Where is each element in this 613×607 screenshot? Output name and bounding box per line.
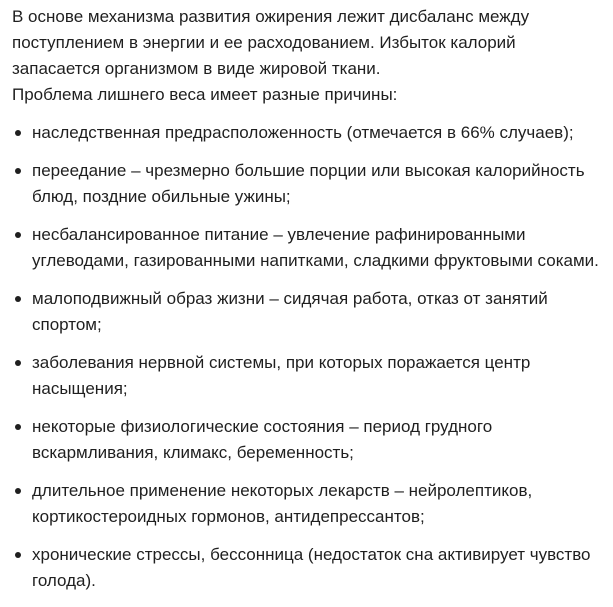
list-item: длительное применение некоторых лекарств – нейролептиков, кортикостероидных гормонов, антидепрессантов; — [12, 478, 601, 530]
list-item: заболевания нервной системы, при которых поражается центр насыщения; — [12, 350, 601, 402]
intro-section — [12, 4, 601, 108]
list-item: некоторые физиологические состояния – период грудного вскармливания, климакс, беременность; — [12, 414, 601, 466]
causes-lead: Проблема лишнего веса имеет разные причины: — [12, 85, 398, 104]
list-item: малоподвижный образ жизни – сидячая работа, отказ от занятий спортом; — [12, 286, 601, 338]
causes-list — [12, 120, 601, 594]
list-item: переедание – чрезмерно большие порции или высокая калорийность блюд, поздние обильные ужины; — [12, 158, 601, 210]
intro-paragraph: В основе механизма развития ожирения лежит дисбаланс между поступлением в энергии и ее расходованием. Избыток калорий запасается организмом в виде жировой ткани. — [12, 7, 530, 78]
list-item: хронические стрессы, бессонница (недостаток сна активирует чувство голода). — [12, 542, 601, 594]
list-item: несбалансированное питание – увлечение рафинированными углеводами, газированными напитками, сладкими фруктовыми соками. — [12, 222, 601, 274]
list-item: наследственная предрасположенность (отмечается в 66% случаев); — [12, 120, 601, 146]
